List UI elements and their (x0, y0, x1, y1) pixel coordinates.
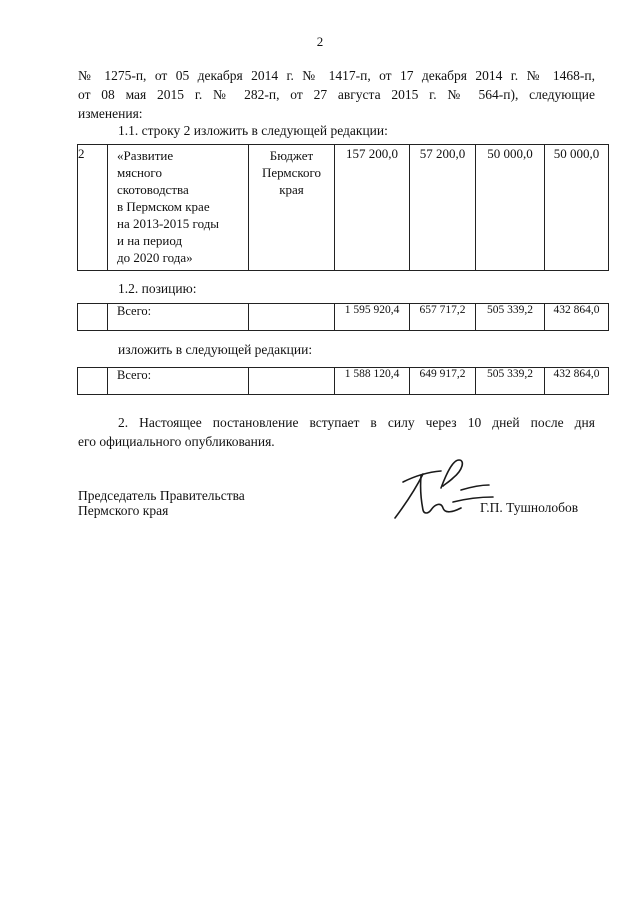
program-name-cell (108, 145, 249, 271)
program-name-line: мясного (117, 165, 162, 180)
empty-cell (249, 304, 335, 331)
signatory-position-line: Пермского края (78, 503, 169, 518)
intro-line-2: от 08 мая 2015 г. № 282-п, от 27 августа 2015 г. № 564-п), следующие (78, 87, 595, 102)
program-name-line: «Развитие (117, 148, 174, 163)
value-cell: 50 000,0 (545, 145, 609, 271)
empty-cell (249, 368, 335, 395)
program-name-line: и на период (117, 233, 183, 248)
program-name-line: на 2013-2015 годы (117, 216, 220, 231)
program-name-line: до 2020 года» (117, 250, 193, 265)
program-name-line: в Пермском крае (117, 199, 210, 214)
value-cell: 649 917,2 (410, 368, 476, 395)
intro-line-1: № 1275-п, от 05 декабря 2014 г. № 1417-п, от 17 декабря 2014 г. № 1468-п, (78, 68, 595, 83)
value-cell: 157 200,0 (335, 145, 410, 271)
funding-source-cell (249, 145, 335, 271)
signatory-position-line: Председатель Правительства (78, 488, 245, 503)
item-2-line-1: 2. Настоящее постановление вступает в силу через 10 дней после дня (118, 415, 595, 430)
value-cell: 432 864,0 (545, 368, 609, 395)
replace-instruction: изложить в следующей редакции: (118, 342, 313, 357)
funding-source-line: Пермского (261, 165, 322, 180)
total-label-cell: Всего: (108, 304, 249, 331)
total-new-table (77, 367, 609, 395)
empty-cell (78, 304, 108, 331)
empty-cell (78, 368, 108, 395)
value-cell: 1 588 120,4 (335, 368, 410, 395)
program-name-line: скотоводства (117, 182, 189, 197)
item-1-1-heading: 1.1. строку 2 изложить в следующей редакции: (118, 123, 388, 138)
total-label-cell: Всего: (108, 368, 249, 395)
signatory-position (78, 488, 245, 518)
row-number-cell: 2 (78, 145, 108, 271)
table-row (78, 145, 609, 271)
funding-source-line: края (279, 182, 304, 197)
value-cell: 505 339,2 (476, 368, 545, 395)
funding-source-line: Бюджет (269, 148, 314, 163)
item-2-paragraph (78, 413, 595, 451)
value-cell: 57 200,0 (410, 145, 476, 271)
value-cell: 1 595 920,4 (335, 304, 410, 331)
item-1-2-heading: 1.2. позицию: (118, 281, 197, 296)
value-cell: 432 864,0 (545, 304, 609, 331)
total-old-table (77, 303, 609, 331)
value-cell: 657 717,2 (410, 304, 476, 331)
intro-line-3: изменения: (78, 106, 143, 121)
table-row (78, 368, 609, 395)
intro-paragraph (78, 66, 595, 123)
item-2-line-2: его официального опубликования. (78, 434, 275, 449)
program-row-table (77, 144, 609, 271)
value-cell: 50 000,0 (476, 145, 545, 271)
page-number: 2 (316, 34, 324, 49)
signatory-name: Г.П. Тушнолобов (480, 500, 579, 515)
table-row (78, 304, 609, 331)
value-cell: 505 339,2 (476, 304, 545, 331)
